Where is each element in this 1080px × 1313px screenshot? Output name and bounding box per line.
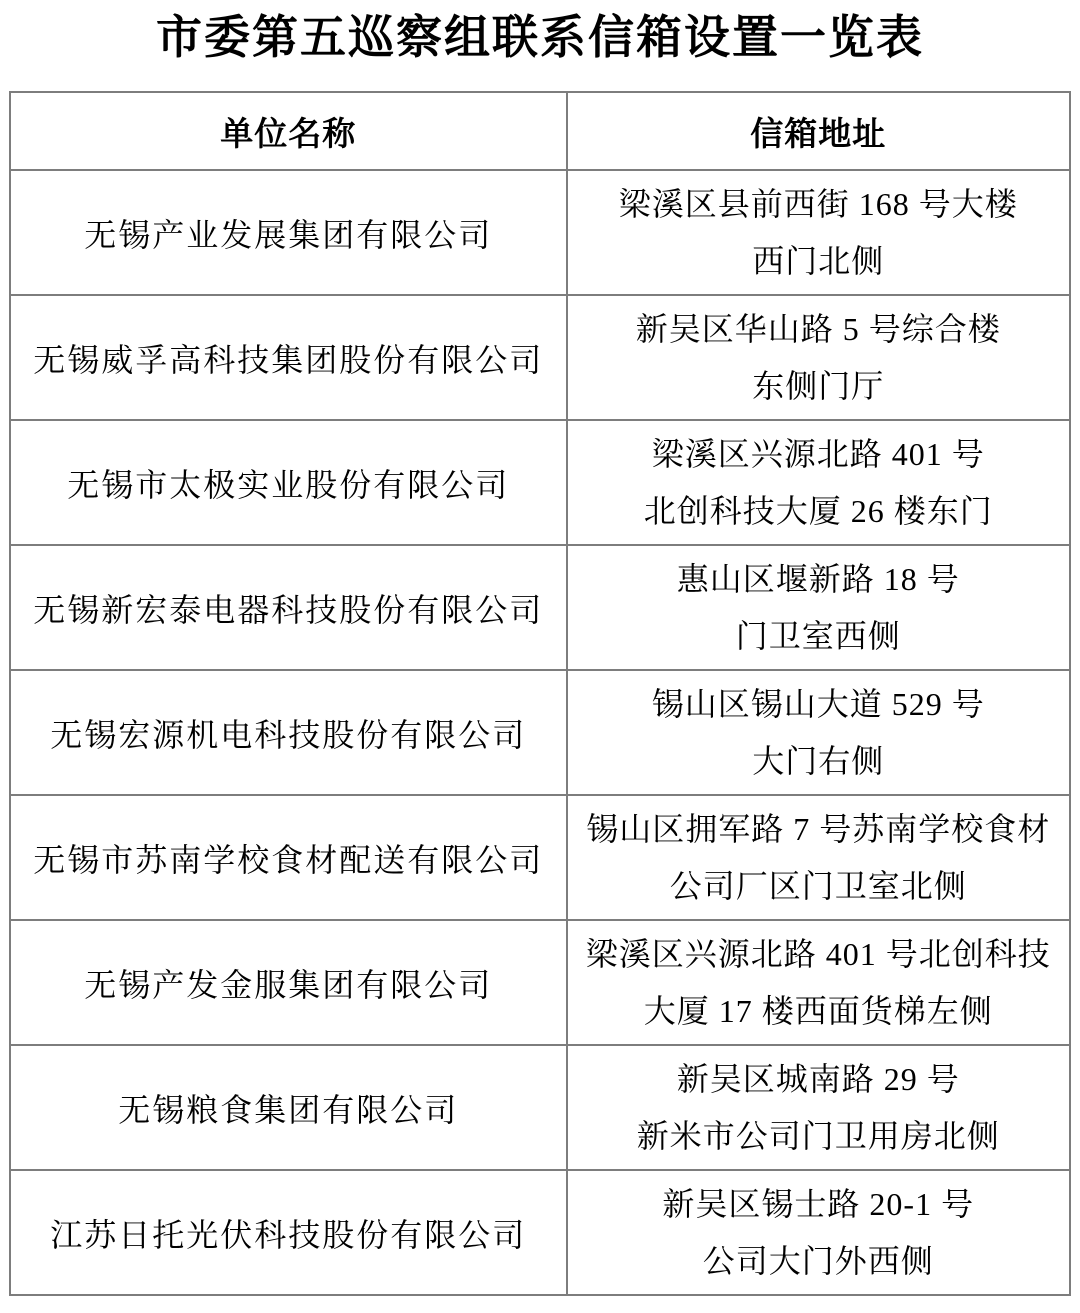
unit-name-cell: 无锡新宏泰电器科技股份有限公司: [10, 545, 567, 670]
address-line-1: 新吴区华山路 5 号综合楼: [635, 310, 1001, 347]
address-line-1: 惠山区堰新路 18 号: [676, 560, 960, 597]
address-line-2: 北创科技大厦 26 楼东门: [643, 492, 993, 529]
address-line-2: 东侧门厅: [752, 367, 885, 404]
address-cell: [567, 545, 1071, 670]
table-row: [10, 795, 1070, 920]
address-cell: [567, 170, 1071, 295]
address-line-1: 新吴区锡士路 20-1 号: [662, 1185, 975, 1222]
address-line-1: 新吴区城南路 29 号: [676, 1060, 960, 1097]
unit-name-cell: 无锡市太极实业股份有限公司: [10, 420, 567, 545]
address-line-1: 梁溪区兴源北路 401 号: [651, 435, 985, 472]
address-cell: [567, 1170, 1071, 1295]
address-cell: [567, 295, 1071, 420]
unit-name-cell: 无锡威孚高科技集团股份有限公司: [10, 295, 567, 420]
address-line-2: 门卫室西侧: [735, 617, 901, 654]
address-line-1: 锡山区拥军路 7 号苏南学校食材: [586, 810, 1051, 847]
address-line-2: 大厦 17 楼西面货梯左侧: [643, 992, 993, 1029]
table-row: [10, 170, 1070, 295]
address-line-1: 梁溪区兴源北路 401 号北创科技: [585, 935, 1051, 972]
table-row: [10, 295, 1070, 420]
table-row: [10, 545, 1070, 670]
address-cell: [567, 420, 1071, 545]
address-line-2: 大门右侧: [752, 742, 885, 779]
header-mailbox-address: 信箱地址: [567, 92, 1071, 170]
table-row: [10, 920, 1070, 1045]
table-row: [10, 1045, 1070, 1170]
header-unit-name: 单位名称: [10, 92, 567, 170]
address-cell: [567, 670, 1071, 795]
address-line-2: 公司大门外西侧: [702, 1242, 934, 1279]
address-line-2: 新米市公司门卫用房北侧: [636, 1117, 1000, 1154]
address-line-1: 锡山区锡山大道 529 号: [651, 685, 985, 722]
unit-name-cell: 无锡产业发展集团有限公司: [10, 170, 567, 295]
address-line-1: 梁溪区县前西街 168 号大楼: [618, 185, 1018, 222]
address-cell: [567, 1045, 1071, 1170]
table-header-row: [10, 92, 1070, 170]
address-line-2: 公司厂区门卫室北侧: [669, 867, 967, 904]
address-line-2: 西门北侧: [752, 242, 885, 279]
table-row: [10, 420, 1070, 545]
address-cell: [567, 920, 1071, 1045]
address-cell: [567, 795, 1071, 920]
unit-name-cell: 无锡粮食集团有限公司: [10, 1045, 567, 1170]
table-row: [10, 1170, 1070, 1295]
unit-name-cell: 无锡宏源机电科技股份有限公司: [10, 670, 567, 795]
page-title: 市委第五巡察组联系信箱设置一览表: [156, 12, 924, 63]
unit-name-cell: 无锡市苏南学校食材配送有限公司: [10, 795, 567, 920]
table-row: [10, 670, 1070, 795]
unit-name-cell: 江苏日托光伏科技股份有限公司: [10, 1170, 567, 1295]
unit-name-cell: 无锡产发金服集团有限公司: [10, 920, 567, 1045]
mailbox-table: [9, 91, 1071, 1296]
